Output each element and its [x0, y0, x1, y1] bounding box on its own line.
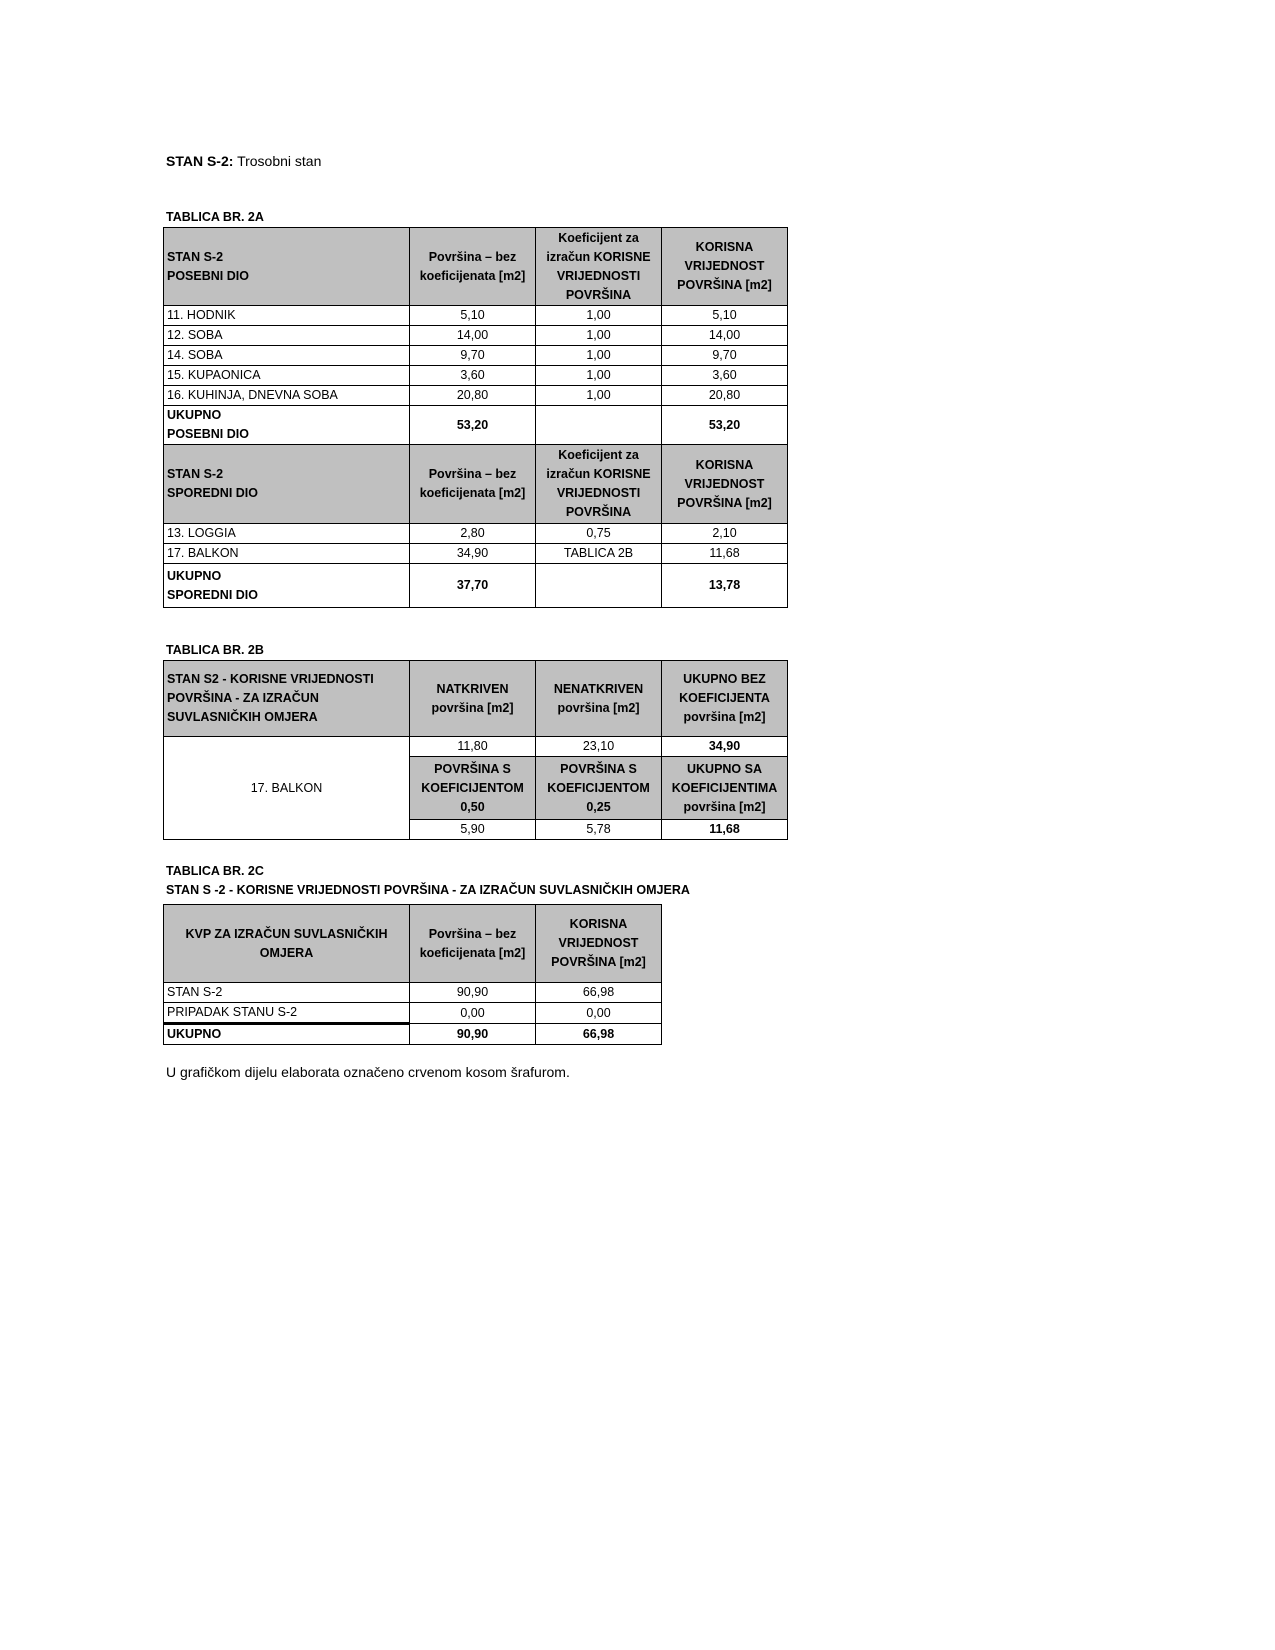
table-2a-header-sporedni: [164, 445, 788, 524]
useful-value: 0,00: [536, 1003, 662, 1024]
total-label: UKUPNO: [164, 1024, 410, 1045]
header-cell: [164, 228, 410, 306]
uncovered-value: 23,10: [536, 737, 662, 757]
area-value: 5,10: [410, 306, 536, 326]
header-cell: [410, 757, 536, 820]
table-2b-caption: TABLICA BR. 2B: [166, 643, 264, 657]
total-label: [164, 406, 410, 445]
useful-value: 3,60: [662, 366, 788, 386]
header-cell: Površina – bez koeficijenata [m2]: [410, 445, 536, 524]
empty-cell: [536, 564, 662, 608]
coef-value: TABLICA 2B: [536, 544, 662, 564]
room-name: 15. KUPAONICA: [164, 366, 410, 386]
covered-value: 5,90: [410, 820, 536, 840]
room-name: 11. HODNIK: [164, 306, 410, 326]
header-text: POSEBNI DIO: [167, 268, 249, 283]
coef-value: 1,00: [536, 346, 662, 366]
table-row: [164, 366, 788, 386]
header-cell: [410, 661, 536, 737]
total-useful: 53,20: [662, 406, 788, 445]
header-text: 0,25: [586, 799, 611, 814]
total-label-text: UKUPNO: [167, 408, 222, 422]
area-value: 3,60: [410, 366, 536, 386]
table-row: [164, 386, 788, 406]
row-name: STAN S-2: [164, 983, 410, 1003]
table-row: [164, 346, 788, 366]
coef-value: 0,75: [536, 524, 662, 544]
table-row: [164, 1003, 662, 1024]
area-value: 9,70: [410, 346, 536, 366]
total-label-text: SPOREDNI DIO: [167, 587, 258, 602]
total-area: 37,70: [410, 564, 536, 608]
header-text: površina [m2]: [557, 700, 640, 715]
table-2b: [163, 660, 788, 840]
useful-value: 20,80: [662, 386, 788, 406]
uncovered-value: 5,78: [536, 820, 662, 840]
table-2c-caption: TABLICA BR. 2C: [166, 864, 264, 878]
table-2c-total: [164, 1024, 662, 1045]
area-value: 2,80: [410, 524, 536, 544]
header-cell: STAN S2 - KORISNE VRIJEDNOSTI POVRŠINA - ZA IZRAČUN SUVLASNIČKIH OMJERA: [164, 661, 410, 737]
table-row: [164, 306, 788, 326]
total-area: 90,90: [410, 1024, 536, 1045]
row-name: PRIPADAK STANU S-2: [164, 1003, 410, 1024]
total-useful: 66,98: [536, 1024, 662, 1045]
header-text: UKUPNO SA KOEFICIJENTIMA: [671, 761, 778, 795]
header-cell: [662, 757, 788, 820]
table-row: [164, 326, 788, 346]
coef-value: 1,00: [536, 366, 662, 386]
total-label: [164, 564, 410, 608]
header-text: SPOREDNI DIO: [167, 486, 258, 500]
room-name: 14. SOBA: [164, 346, 410, 366]
total-useful: 13,78: [662, 564, 788, 608]
header-cell: Površina – bez koeficijenata [m2]: [410, 228, 536, 306]
room-name: 12. SOBA: [164, 326, 410, 346]
balkon-label: 17. BALKON: [164, 737, 410, 840]
header-text: STAN S-2: [167, 467, 224, 481]
table-2a: [163, 227, 788, 608]
header-cell: KORISNA VRIJEDNOST POVRŠINA [m2]: [662, 445, 788, 524]
header-cell: Površina – bez koeficijenata [m2]: [410, 905, 536, 983]
useful-value: 66,98: [536, 983, 662, 1003]
table-2a-total-posebni: [164, 406, 788, 445]
total-label-text: POSEBNI DIO: [167, 427, 249, 441]
area-value: 34,90: [410, 544, 536, 564]
header-cell: [662, 661, 788, 737]
total-value: 34,90: [662, 737, 788, 757]
useful-value: 11,68: [662, 544, 788, 564]
table-2a-header-posebni: [164, 228, 788, 306]
header-cell: [536, 661, 662, 737]
document-heading: [166, 153, 321, 169]
header-cell: KORISNA VRIJEDNOST POVRŠINA [m2]: [662, 228, 788, 306]
coef-value: 1,00: [536, 326, 662, 346]
header-text: POVRŠINA S KOEFICIJENTOM: [547, 761, 650, 795]
room-name: 17. BALKON: [164, 544, 410, 564]
table-2a-total-sporedni: [164, 564, 788, 608]
header-cell: [164, 445, 410, 524]
header-text: NATKRIVEN: [436, 681, 509, 696]
header-cell: KORISNA VRIJEDNOST POVRŠINA [m2]: [536, 905, 662, 983]
area-value: 20,80: [410, 386, 536, 406]
header-text: STAN S-2: [167, 249, 224, 264]
total-label-text: UKUPNO: [167, 568, 222, 583]
header-cell: Koeficijent za izračun KORISNE VRIJEDNOSTI POVRŠINA: [536, 445, 662, 524]
footnote: U grafičkom dijelu elaborata označeno crvenom kosom šrafurom.: [166, 1064, 570, 1080]
header-text: površina [m2]: [683, 710, 766, 724]
useful-value: 2,10: [662, 524, 788, 544]
table-2c-header: [164, 905, 662, 983]
room-name: 16. KUHINJA, DNEVNA SOBA: [164, 386, 410, 406]
table-2c: [163, 904, 662, 1045]
table-row: [164, 544, 788, 564]
table-2c-subtitle: STAN S -2 - KORISNE VRIJEDNOSTI POVRŠINA - ZA IZRAČUN SUVLASNIČKIH OMJERA: [166, 883, 690, 897]
heading-text: Trosobni stan: [237, 153, 322, 169]
empty-cell: [536, 406, 662, 445]
total-area: 53,20: [410, 406, 536, 445]
header-text: UKUPNO BEZ KOEFICIJENTA: [679, 672, 770, 705]
coef-value: 1,00: [536, 386, 662, 406]
header-text: površina [m2]: [683, 799, 766, 814]
table-2b-header: [164, 661, 788, 737]
useful-value: 14,00: [662, 326, 788, 346]
area-value: 90,90: [410, 983, 536, 1003]
useful-value: 5,10: [662, 306, 788, 326]
table-2a-caption: TABLICA BR. 2A: [166, 210, 264, 224]
room-name: 13. LOGGIA: [164, 524, 410, 544]
table-row: [164, 983, 662, 1003]
useful-value: 9,70: [662, 346, 788, 366]
total-value: 11,68: [662, 820, 788, 840]
table-row: [164, 524, 788, 544]
header-cell: Koeficijent za izračun KORISNE VRIJEDNOSTI POVRŠINA: [536, 228, 662, 306]
heading-label: STAN S-2:: [166, 153, 234, 169]
header-cell: [536, 757, 662, 820]
header-cell: KVP ZA IZRAČUN SUVLASNIČKIH OMJERA: [164, 905, 410, 983]
covered-value: 11,80: [410, 737, 536, 757]
area-value: 0,00: [410, 1003, 536, 1024]
header-text: POVRŠINA S KOEFICIJENTOM: [421, 761, 524, 795]
header-text: NENATKRIVEN: [553, 681, 644, 696]
coef-value: 1,00: [536, 306, 662, 326]
area-value: 14,00: [410, 326, 536, 346]
table-row: [164, 737, 788, 757]
header-text: 0,50: [460, 799, 485, 814]
header-text: površina [m2]: [431, 700, 514, 715]
